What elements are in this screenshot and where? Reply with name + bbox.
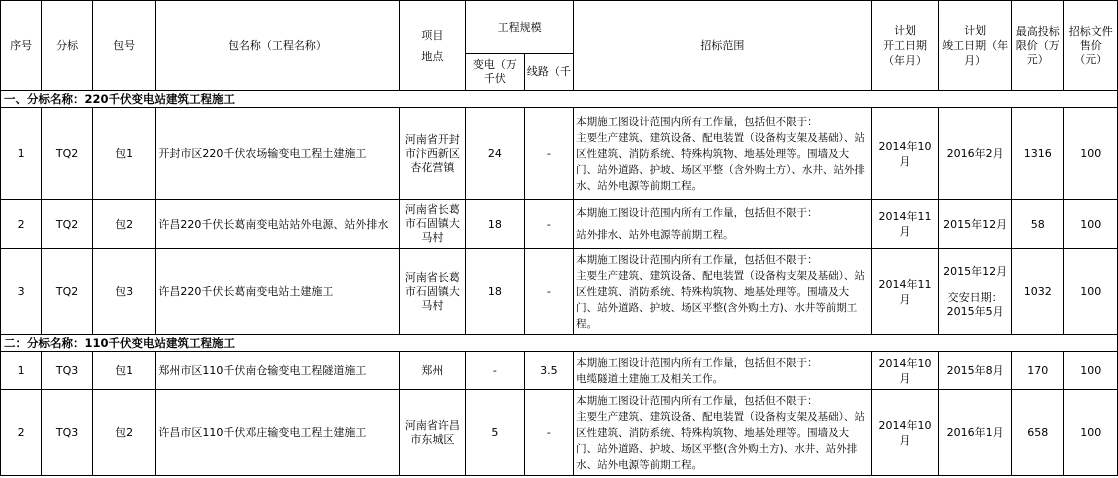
cell-start: 2014年11月 (871, 200, 939, 249)
cell-fenbiao: TQ3 (42, 352, 92, 390)
table-row (1, 200, 1118, 249)
cell-baohao: 包1 (92, 352, 156, 390)
table-row (1, 108, 1118, 200)
cell-fee: 100 (1064, 352, 1118, 390)
cell-seq: 2 (1, 200, 42, 249)
cell-substation: 18 (466, 249, 525, 335)
cell-substation: 18 (466, 200, 525, 249)
scope-detail: 电缆隧道土建施工及相关工作。 (576, 372, 724, 385)
scope-detail: 站外排水、站外电源等前期工程。 (576, 229, 734, 241)
cell-location: 河南省长葛市石固镇大马村 (399, 200, 466, 249)
cell-line: - (524, 390, 573, 476)
cell-fee: 100 (1064, 390, 1118, 476)
scope-intro: 本期施工图设计范围内所有工作量，包括但不限于： (576, 394, 818, 407)
header-location (399, 1, 466, 91)
cell-substation: 24 (466, 108, 525, 200)
cell-baohao: 包1 (92, 108, 156, 200)
header-end-line1: 计划 (964, 24, 987, 37)
cell-name: 许昌市区110千伏邓庄输变电工程土建施工 (156, 390, 399, 476)
cell-substation: - (466, 352, 525, 390)
scope-intro: 本期施工图设计范围内所有工作量，包括但不限于： (576, 207, 818, 219)
scope-detail: 主要生产建筑、建筑设备、配电装置（设备构支架及基础）、站区性建筑、消防系统、特殊构筑物、地基处理等。围墙及大门、站外道路、护坡、场区平整(含外购土方)、水井、站外排水、站外电源等前期工程。 (576, 410, 865, 471)
header-line: 线路（千 (524, 54, 573, 91)
end-note: 交安日期：2015年5月 (946, 291, 1004, 318)
cell-line: - (524, 200, 573, 249)
header-price: 最高投标限价（万元） (1011, 1, 1063, 91)
cell-fenbiao: TQ2 (42, 200, 92, 249)
cell-location: 河南省长葛市石固镇大马村 (399, 249, 466, 335)
scope-intro: 本期施工图设计范围内所有工作量，包括但不限于： (576, 253, 818, 266)
cell-scope (574, 200, 872, 249)
cell-name: 开封市区220千伏农场输变电工程土建施工 (156, 108, 399, 200)
cell-fenbiao: TQ2 (42, 108, 92, 200)
cell-end: 2015年12月 (939, 200, 1012, 249)
cell-end: 2015年8月 (939, 352, 1012, 390)
cell-start: 2014年10月 (871, 352, 939, 390)
cell-fenbiao: TQ3 (42, 390, 92, 476)
table-row (1, 352, 1118, 390)
cell-baohao: 包2 (92, 390, 156, 476)
scope-intro: 本期施工图设计范围内所有工作量，包括但不限于： (576, 115, 818, 128)
cell-scope (574, 352, 872, 390)
header-start-line1: 计划 (894, 24, 917, 37)
header-start (871, 1, 939, 91)
cell-line: - (524, 249, 573, 335)
header-scale: 工程规模 (466, 1, 574, 54)
cell-name: 许昌220千伏长葛南变电站站外电源、站外排水 (156, 200, 399, 249)
scope-detail: 主要生产建筑、建筑设备、配电装置（设备构支架及基础）、站区性建筑、消防系统、特殊构筑物、地基处理等。围墙及大门、站外道路、护坡、场区平整（含外购土方）、水井、站外排水、站外电源等前期工程。 (576, 131, 865, 192)
cell-end: 2016年2月 (939, 108, 1012, 200)
cell-scope (574, 390, 872, 476)
scope-intro: 本期施工图设计范围内所有工作量，包括但不限于： (576, 356, 818, 369)
cell-price: 58 (1011, 200, 1063, 249)
cell-end (939, 249, 1012, 335)
cell-substation: 5 (466, 390, 525, 476)
header-seq: 序号 (1, 1, 42, 91)
cell-start: 2014年10月 (871, 390, 939, 476)
header-baohao: 包号 (92, 1, 156, 91)
header-substation: 变电（万千伏 (466, 54, 525, 91)
header-name: 包名称（工程名称） (156, 1, 399, 91)
cell-line: - (524, 108, 573, 200)
header-start-line2: 开工日期（年月） (883, 39, 928, 67)
header-fee: 招标文件售价（元） (1064, 1, 1118, 91)
cell-price: 1032 (1011, 249, 1063, 335)
header-scope: 招标范围 (574, 1, 872, 91)
header-end (939, 1, 1012, 91)
header-location-line2: 地点 (421, 49, 444, 63)
cell-name: 郑州市区110千伏南仓输变电工程隧道施工 (156, 352, 399, 390)
cell-fee: 100 (1064, 108, 1118, 200)
cell-seq: 1 (1, 352, 42, 390)
cell-location: 郑州 (399, 352, 466, 390)
cell-scope (574, 108, 872, 200)
cell-start: 2014年11月 (871, 249, 939, 335)
scope-detail: 主要生产建筑、建筑设备、配电装置（设备构支架及基础）、站区性建筑、消防系统、特殊构筑物、地基处理等。围墙及大门、站外道路、护坡、场区平整(含外购土方)、水井等前期工程。 (576, 269, 865, 330)
cell-baohao: 包2 (92, 200, 156, 249)
end-date: 2015年12月 (943, 265, 1008, 278)
cell-end: 2016年1月 (939, 390, 1012, 476)
cell-seq: 2 (1, 390, 42, 476)
section-title: 二：分标名称：110千伏变电站建筑工程施工 (1, 335, 1118, 352)
cell-start: 2014年10月 (871, 108, 939, 200)
cell-location: 河南省开封市汴西新区杏花营镇 (399, 108, 466, 200)
cell-location: 河南省许昌市东城区 (399, 390, 466, 476)
cell-fee: 100 (1064, 249, 1118, 335)
cell-name: 许昌220千伏长葛南变电站土建施工 (156, 249, 399, 335)
table-row (1, 249, 1118, 335)
header-fenbiao: 分标 (42, 1, 92, 91)
cell-price: 170 (1011, 352, 1063, 390)
cell-seq: 1 (1, 108, 42, 200)
cell-scope (574, 249, 872, 335)
cell-line: 3.5 (524, 352, 573, 390)
header-location-line1: 项目 (421, 28, 444, 42)
cell-seq: 3 (1, 249, 42, 335)
cell-price: 1316 (1011, 108, 1063, 200)
cell-price: 658 (1011, 390, 1063, 476)
cell-baohao: 包3 (92, 249, 156, 335)
cell-fee: 100 (1064, 200, 1118, 249)
cell-fenbiao: TQ2 (42, 249, 92, 335)
section-title: 一、分标名称：220千伏变电站建筑工程施工 (1, 91, 1118, 108)
header-end-line2: 竣工日期（年月） (942, 39, 1009, 67)
table-row (1, 390, 1118, 476)
